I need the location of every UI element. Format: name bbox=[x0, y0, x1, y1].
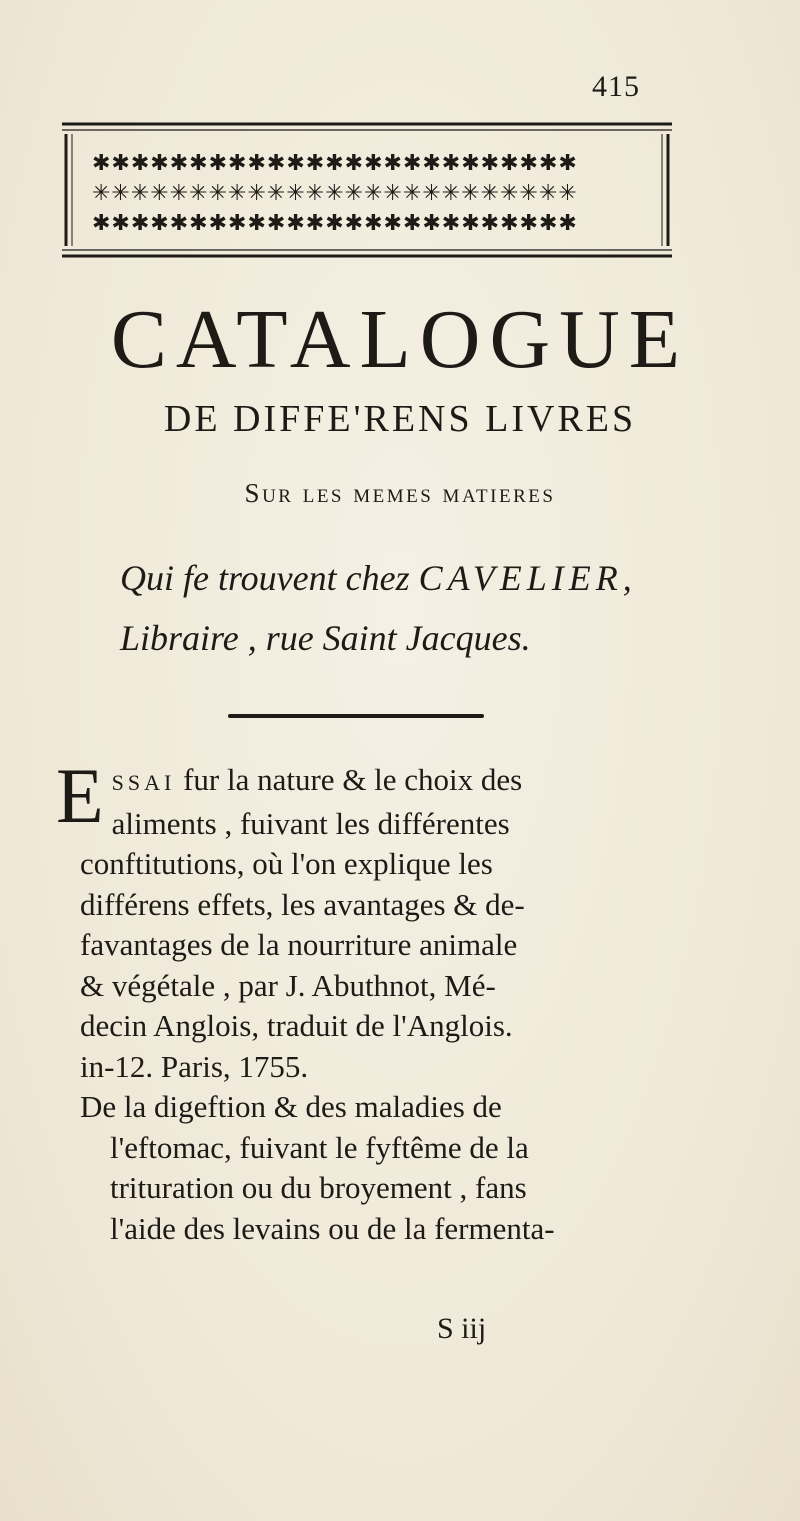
bookseller-name: CAVELIER, bbox=[418, 558, 637, 598]
page-subheading: Sur les memes matieres bbox=[244, 478, 556, 508]
divider-rule bbox=[228, 714, 484, 718]
entry-caps: SSAI bbox=[111, 770, 176, 795]
entry-line: l'eftomac, fuivant le fyftême de la bbox=[110, 1129, 529, 1165]
entry-line: conftitutions, où l'on explique les bbox=[80, 846, 493, 881]
entry-line: aliments , fuivant les différentes bbox=[111, 805, 510, 841]
entry-line: fur la nature & le choix des bbox=[183, 762, 523, 797]
svg-text:✱✱✱✱✱✱✱✱✱✱✱✱✱✱✱✱✱✱✱✱✱✱✱✱✱: ✱✱✱✱✱✱✱✱✱✱✱✱✱✱✱✱✱✱✱✱✱✱✱✱✱ bbox=[92, 211, 578, 236]
entry-line: différens effets, les avantages & de- bbox=[80, 886, 525, 922]
bookseller-line-1 bbox=[120, 548, 720, 608]
entry-line: favantages de la nourriture animale bbox=[80, 927, 518, 962]
page-subtitle: DE DIFFE'RENS LIVRES bbox=[163, 398, 637, 440]
entry-line: in-12. Paris, 1755. bbox=[80, 1048, 309, 1084]
entry-line: & végétale , par J. Abuthnot, Mé- bbox=[80, 967, 496, 1003]
drop-cap: E bbox=[56, 752, 104, 839]
entry-line: l'aide des levains ou de la fermenta- bbox=[110, 1210, 555, 1246]
bookseller-address: Libraire , rue Saint Jacques. bbox=[120, 618, 531, 658]
entry-line: decin Anglois, traduit de l'Anglois. bbox=[80, 1008, 513, 1043]
header-ornament bbox=[58, 108, 676, 268]
svg-text:✳✳✳✳✳✳✳✳✳✳✳✳✳✳✳✳✳✳✳✳✳✳✳✳✳: ✳✳✳✳✳✳✳✳✳✳✳✳✳✳✳✳✳✳✳✳✳✳✳✳✳ bbox=[92, 181, 578, 206]
page-number: 415 bbox=[592, 70, 640, 103]
svg-text:✱✱✱✱✱✱✱✱✱✱✱✱✱✱✱✱✱✱✱✱✱✱✱✱✱: ✱✱✱✱✱✱✱✱✱✱✱✱✱✱✱✱✱✱✱✱✱✱✱✱✱ bbox=[92, 151, 578, 176]
entry-line: De la digeftion & des maladies de bbox=[80, 1089, 502, 1124]
signature-mark: S iij bbox=[437, 1312, 487, 1345]
bookseller-prefix: Qui fe trouvent chez bbox=[120, 558, 410, 598]
catalogue-entries bbox=[56, 752, 680, 1249]
entry-line: trituration ou du broyement , fans bbox=[110, 1170, 527, 1205]
page-title: CATALOGUE bbox=[110, 293, 690, 386]
bookseller-info bbox=[120, 548, 720, 668]
